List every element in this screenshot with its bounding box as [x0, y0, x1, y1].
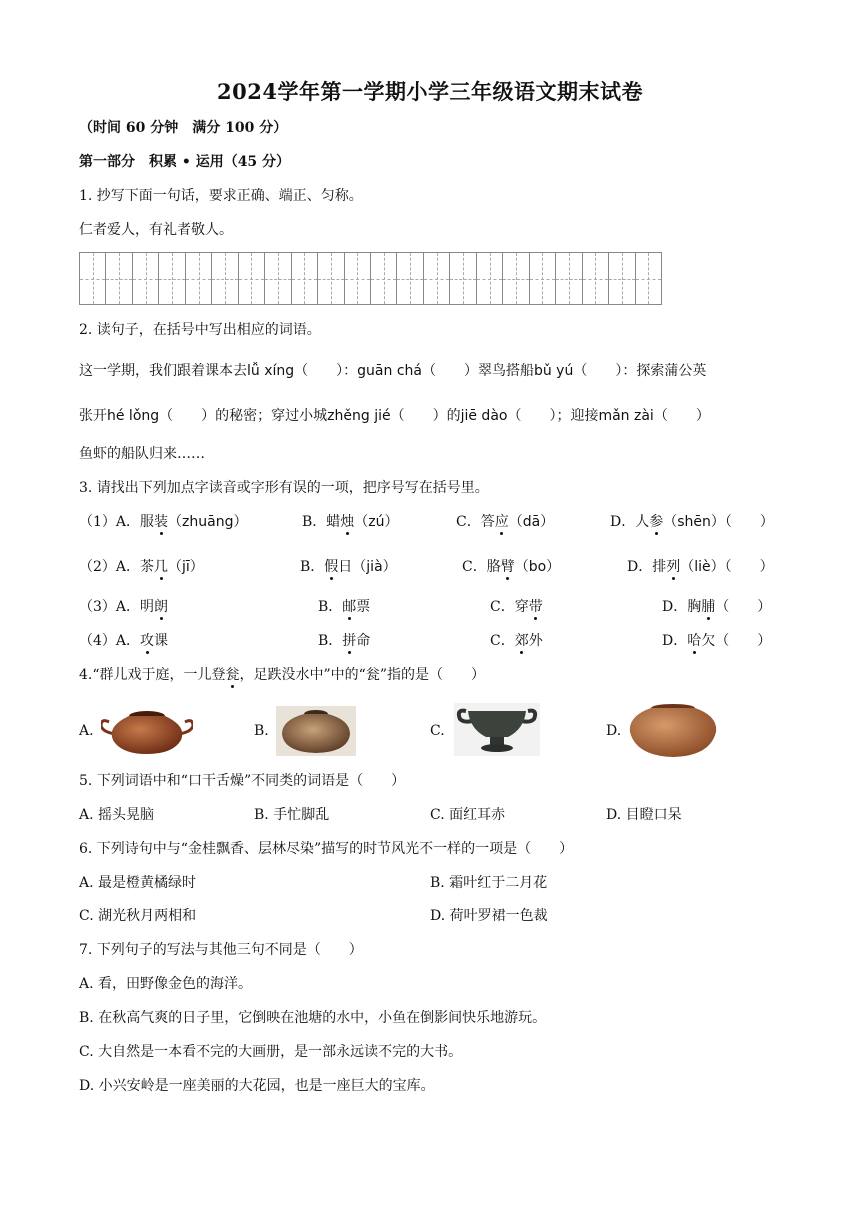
grid-cell[interactable] — [80, 253, 106, 304]
text: （ ） — [653, 408, 710, 424]
pinyin: bǔ yú — [533, 363, 574, 379]
grid-cell[interactable] — [318, 253, 344, 304]
q3-r2-b: B．假日（jià） — [300, 559, 397, 575]
text: （ ）；迎接 — [507, 408, 599, 424]
part-heading: 第一部分 积累 • 运用（45 分） — [79, 154, 291, 170]
q3-r1-c: C．答应（dā） — [456, 514, 555, 530]
q3-r2-a: （2）A．茶几（jī） — [79, 559, 204, 575]
grid-cell[interactable] — [477, 253, 503, 304]
grid-cell[interactable] — [106, 253, 132, 304]
q2-line3: 鱼虾的船队归来…… — [79, 446, 205, 462]
grid-cell[interactable] — [636, 253, 661, 304]
q1-stem: 1. 抄写下面一句话，要求正确、端正、匀称。 — [79, 188, 363, 204]
grid-cell[interactable] — [159, 253, 185, 304]
q5-option-d: D. 目瞪口呆 — [606, 807, 682, 823]
q2-stem: 2. 读句子，在括号中写出相应的词语。 — [79, 322, 321, 338]
q3-r4-a: （4）A．攻课 — [79, 633, 169, 649]
q4-option-b-label: B. — [254, 723, 269, 739]
pinyin: hé lǒng — [107, 408, 160, 424]
q3-stem: 3. 请找出下列加点字读音或字形有误的一项，把序号写在括号里。 — [79, 480, 489, 496]
grid-cell[interactable] — [530, 253, 556, 304]
q7-stem: 7. 下列句子的写法与其他三句不同是（ ） — [79, 942, 363, 958]
q7-option-d: D. 小兴安岭是一座美丽的大花园，也是一座巨大的宝库。 — [79, 1078, 435, 1094]
q3-r1-a: （1）A．服装（zhuāng） — [79, 514, 248, 530]
text: （ ）的秘密；穿过小城 — [159, 408, 328, 424]
pinyin: guān chá — [357, 363, 422, 379]
q4-option-a-label: A. — [79, 723, 94, 739]
text: 张开 — [79, 408, 107, 424]
grid-cell[interactable] — [371, 253, 397, 304]
q2-line1 — [79, 361, 706, 381]
text: （ ）翠鸟搭船 — [421, 363, 534, 379]
pinyin: mǎn zài — [598, 408, 654, 424]
text: （ ）：探索蒲公英 — [573, 363, 707, 379]
q4-stem: 4.“群儿戏于庭，一儿登瓮，足跌没水中”中的“瓮”指的是（ ） — [79, 667, 485, 683]
grid-cell[interactable] — [345, 253, 371, 304]
writing-grid[interactable] — [79, 252, 662, 305]
grid-cell[interactable] — [583, 253, 609, 304]
q4-option-d-label: D. — [606, 723, 622, 739]
q4-option-c-label: C. — [430, 723, 445, 739]
grid-cell[interactable] — [503, 253, 529, 304]
grid-cell[interactable] — [133, 253, 159, 304]
text: （ ）： — [294, 363, 358, 379]
q2-line2 — [79, 406, 710, 426]
grid-cell[interactable] — [265, 253, 291, 304]
pinyin: lǚ xíng — [247, 363, 295, 379]
q6-option-c: C. 湖光秋月两相和 — [79, 908, 197, 924]
q6-option-a: A. 最是橙黄橘绿时 — [79, 875, 197, 891]
q5-option-a: A. 摇头晃脑 — [79, 807, 155, 823]
pinyin: jiē dào — [460, 408, 508, 424]
q3-r3-d: D．胸脯（ ） — [662, 599, 772, 615]
q3-r4-c: C．郊外 — [490, 633, 543, 649]
jar-image-b — [276, 706, 356, 756]
q6-option-d: D. 荷叶罗裙一色裁 — [430, 908, 548, 924]
q7-option-a: A. 看，田野像金色的海洋。 — [79, 976, 253, 992]
grid-cell[interactable] — [239, 253, 265, 304]
grid-cell[interactable] — [609, 253, 635, 304]
text: （ ）的 — [390, 408, 461, 424]
q3-r3-c: C．穿带 — [490, 599, 543, 615]
q5-option-b: B. 手忙脚乱 — [254, 807, 330, 823]
q3-r2-d: D．排列（liè）（ ） — [627, 559, 774, 575]
q3-r3-a: （3）A．明朗 — [79, 599, 169, 615]
jar-image-c — [454, 703, 540, 756]
q3-r4-d: D．哈欠（ ） — [662, 633, 772, 649]
q3-r2-c: C．胳臂（bo） — [462, 559, 561, 575]
grid-cell[interactable] — [212, 253, 238, 304]
q6-option-b: B. 霜叶红于二月花 — [430, 875, 548, 891]
q1-sentence: 仁者爱人，有礼者敬人。 — [79, 222, 233, 238]
q5-stem: 5. 下列词语中和“口干舌燥”不同类的词语是（ ） — [79, 773, 406, 789]
grid-cell[interactable] — [292, 253, 318, 304]
jar-image-d — [628, 702, 718, 758]
exam-title: 2024学年第一学期小学三年级语文期末试卷 — [217, 79, 643, 104]
grid-cell[interactable] — [424, 253, 450, 304]
grid-cell[interactable] — [397, 253, 423, 304]
grid-cell[interactable] — [556, 253, 582, 304]
grid-cell[interactable] — [186, 253, 212, 304]
q3-r3-b: B．邮票 — [318, 599, 371, 615]
jar-image-a — [101, 706, 193, 756]
q3-r4-b: B．拼命 — [318, 633, 371, 649]
q3-r1-b: B．蜡烛（zú） — [302, 514, 399, 530]
q3-r1-d: D．人参（shēn）（ ） — [610, 514, 774, 530]
grid-cell[interactable] — [450, 253, 476, 304]
q7-option-c: C. 大自然是一本看不完的大画册，是一部永远读不完的大书。 — [79, 1044, 463, 1060]
exam-info: （时间 60 分钟 满分 100 分） — [79, 120, 288, 136]
q6-stem: 6. 下列诗句中与“金桂飘香、层林尽染”描写的时节风光不一样的一项是（ ） — [79, 841, 574, 857]
pinyin: zhěng jié — [327, 408, 391, 424]
text: 这一学期，我们跟着课本去 — [79, 363, 247, 379]
q5-option-c: C. 面红耳赤 — [430, 807, 506, 823]
q7-option-b: B. 在秋高气爽的日子里，它倒映在池塘的水中，小鱼在倒影间快乐地游玩。 — [79, 1010, 547, 1026]
